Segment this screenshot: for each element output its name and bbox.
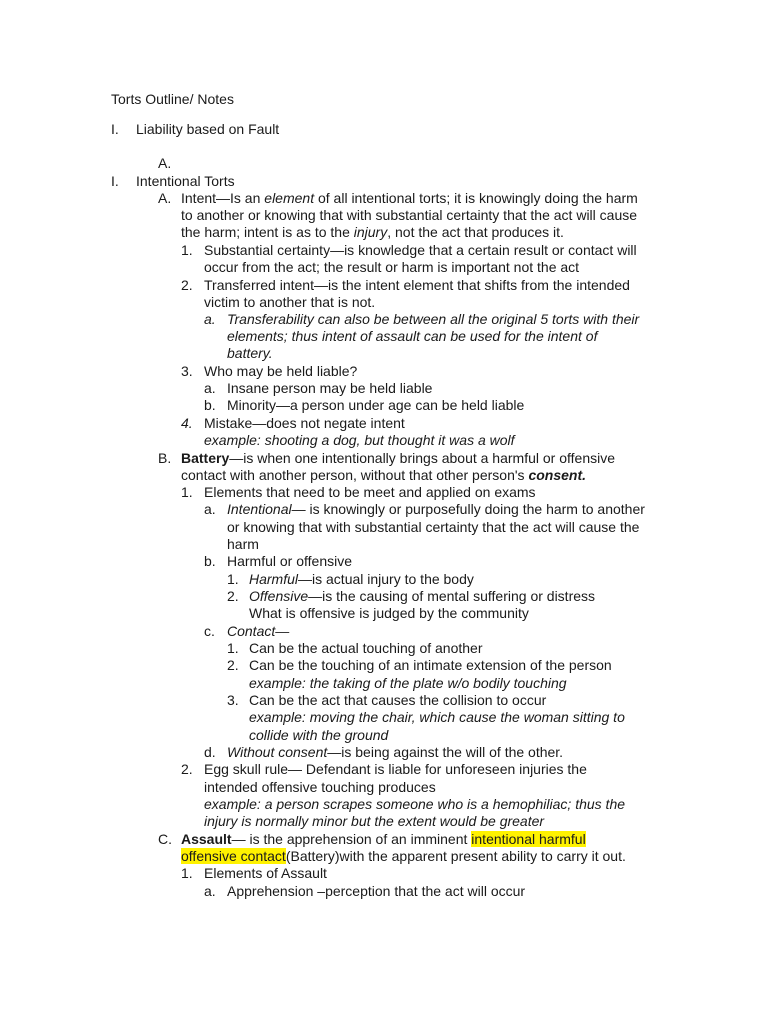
battery-definition-line: contact with another person, without that other person's consent. [181,467,587,483]
intent-definition-line: to another or knowing that with substantial certainty that the act will cause [181,207,638,223]
outline-number: 2. [181,761,193,777]
list-item-line: occur from the act; the result or harm is important not the act [204,259,580,275]
outline-letter: a. [204,883,216,899]
outline-letter: a. [204,501,216,517]
note-line: Transferability can also be between all the original 5 torts with their [227,311,640,327]
example-line: example: moving the chair, which cause the woman sitting to [249,709,625,725]
list-item-line: intended offensive touching produces [204,779,436,795]
example-line: example: the taking of the plate w/o bodily touching [249,675,567,691]
outline-number: 2. [227,588,239,604]
outline-number: 3. [227,692,239,708]
outline-number: 1. [181,242,193,258]
outline-number: 1. [181,484,193,500]
battery-definition: Battery—is when one intentionally brings about a harmful or offensive [181,450,615,466]
outline-letter: b. [204,397,216,413]
outline-number: C. [158,831,172,847]
list-item: Elements that need to be meet and applied on exams [204,484,536,500]
list-item: Who may be held liable? [204,363,358,379]
outline-number: 1. [227,640,239,656]
outline-letter: a. [204,380,216,396]
note-line: elements; thus intent of assault can be used for the intent of [227,328,598,344]
example-line: example: a person scrapes someone who is a hemophiliac; thus the [204,796,626,812]
list-item: Substantial certainty—is knowledge that a certain result or contact will [204,242,637,258]
intent-definition: Intent—Is an element of all intentional torts; it is knowingly doing the harm [181,190,638,206]
section-heading: Liability based on Fault [136,121,280,137]
outline-letter: d. [204,744,216,760]
outline-letter: a. [204,311,216,327]
document-title: Torts Outline/ Notes [111,91,234,107]
outline-number: 1. [227,571,239,587]
assault-definition: Assault— is the apprehension of an imminent intentional harmful [181,831,586,847]
list-item: Harmful or offensive [227,553,353,569]
outline-number: I. [111,173,119,189]
outline-number: 2. [181,277,193,293]
list-item: Egg skull rule— Defendant is liable for unforeseen injuries the [204,761,587,777]
list-item: Minority—a person under age can be held liable [227,397,525,413]
list-item: Harmful—is actual injury to the body [249,571,474,587]
outline-number: A. [158,190,172,206]
list-item: Can be the actual touching of another [249,640,483,656]
outline-letter: c. [204,623,215,639]
list-item: Can be the act that causes the collision to occur [249,692,547,708]
list-item: Apprehension –perception that the act will occur [227,883,526,899]
list-item: Mistake—does not negate intent [204,415,405,431]
outline-number: I. [111,121,119,137]
example-line: injury is normally minor but the extent would be greater [204,813,545,829]
list-item: Without consent—is being against the will of the other. [227,744,564,760]
list-item-line: What is offensive is judged by the community [249,605,529,621]
list-item: Can be the touching of an intimate extension of the person [249,657,612,673]
section-heading: Intentional Torts [136,173,235,189]
outline-number: B. [158,450,172,466]
outline-letter: b. [204,553,216,569]
outline-number: A. [158,155,172,171]
list-item-line: harm [227,536,259,552]
highlighted-text: intentional harmful [471,831,586,847]
list-item: Contact— [227,623,290,639]
list-item-line: or knowing that with substantial certainty that the act will cause the [227,519,640,535]
list-item: Elements of Assault [204,865,327,881]
list-item: Offensive—is the causing of mental suffering or distress [249,588,596,604]
intent-definition-line: the harm; intent is as to the injury, not the act that produces it. [181,224,564,240]
outline-number: 2. [227,657,239,673]
list-item-line: victim to another that is not. [204,294,376,310]
outline-number: 1. [181,865,193,881]
assault-definition-line: offensive contact(Battery)with the apparent present ability to carry it out. [181,848,626,864]
example-line: example: shooting a dog, but thought it was a wolf [204,432,515,448]
note-line: battery. [227,345,273,361]
example-line: collide with the ground [249,727,389,743]
highlighted-text: offensive contact [181,848,286,864]
outline-number: 3. [181,363,193,379]
list-item: Intentional— is knowingly or purposefully doing the harm to another [227,501,645,517]
list-item: Transferred intent—is the intent element that shifts from the intended [204,277,630,293]
outline-number: 4. [181,415,193,431]
list-item: Insane person may be held liable [227,380,433,396]
